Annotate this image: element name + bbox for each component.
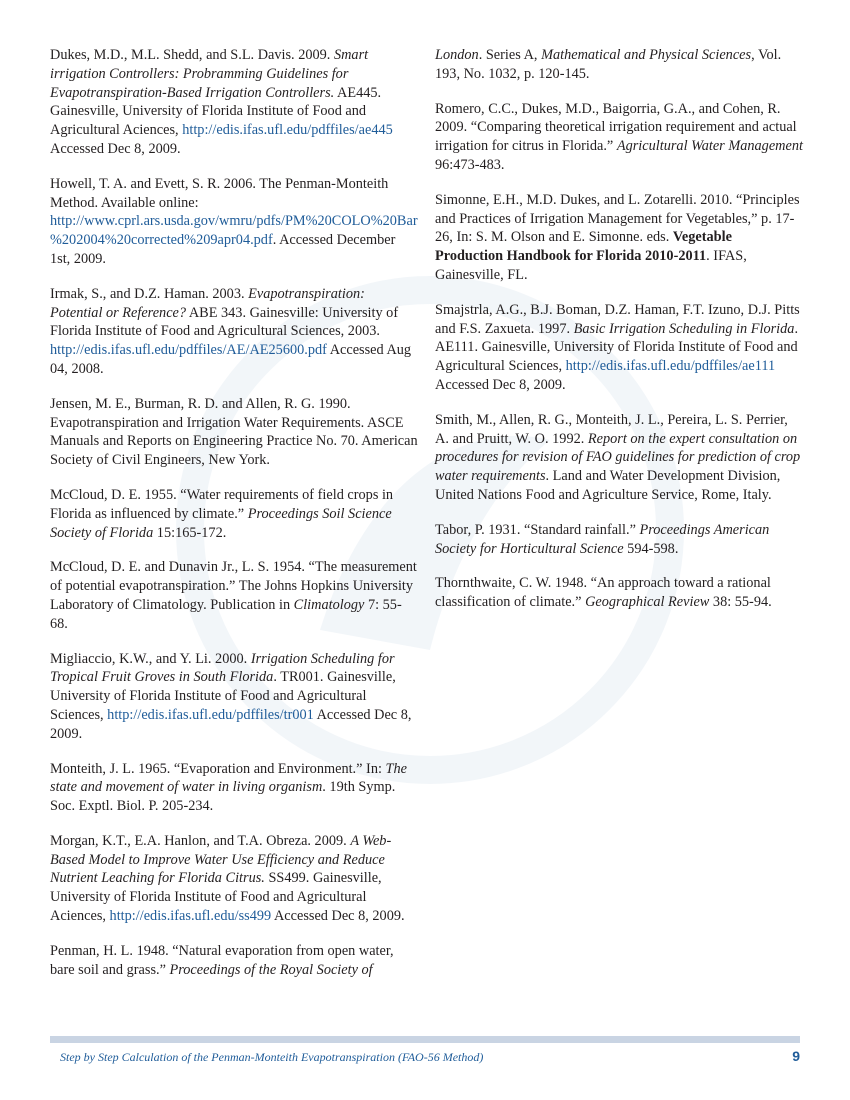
reference-italic-text: A Web-Based Model to Improve Water Use Efficiency and Reduce Nutrient Leaching for Florida Citrus. [50,832,392,887]
reference-italic-text: Proceedings American Society for Horticultural Science [435,521,770,557]
reference-text: Accessed Dec 8, 2009. [271,908,405,925]
reference-text: 96:473-483. [435,156,505,173]
reference-text: , Vol. 193, No. 1032, p. 120-145. [435,47,782,82]
page-number: 9 [792,1048,800,1064]
reference-text: . Land and Water Development Division, United Nations Food and Agriculture Service, Rome, Italy. [435,468,781,503]
reference-text: . 19th Symp. Soc. Exptl. Biol. P. 205-234. [50,779,396,815]
reference-text: Penman, H. L. 1948. “Natural evaporation from open water, bare soil and grass.” [50,942,394,978]
reference-text: 15:165-172. [153,524,227,541]
reference-entry [50,285,418,379]
reference-text: Smajstrla, A.G., B.J. Boman, D.Z. Haman, F.T. Izuno, D.J. Pitts and F.S. Zaxueta. 1997. [435,301,800,337]
reference-text: . Series A, [478,47,542,63]
reference-italic-text: Smart irrigation Controllers: Probramming Guidelines for Evapotranspiration-Based Irrigation Controllers. [50,47,369,101]
reference-text: Howell, T. A. and Evett, S. R. 2006. The Penman-Monteith Method. Available online: [50,175,389,211]
reference-text: Tabor, P. 1931. “Standard rainfall.” [435,521,640,538]
reference-text: Jensen, M. E., Burman, R. D. and Allen, R. G. 1990. Evapotranspiration and Irrigation Water Requirements. ASCE Manuals and Reports on Engineering Practice No. 70. American Society of Civil Engineers, New York. [50,395,418,469]
reference-text: Accessed Dec 8, 2009. [50,140,181,157]
reference-entry [50,558,418,633]
reference-italic-text: Agricultural Water Management [616,138,803,155]
reference-link[interactable]: http://edis.ifas.ufl.edu/pdffiles/AE/AE25600.pdf [50,342,327,359]
reference-entry [50,486,418,542]
reference-italic-text: Climatology [293,596,365,613]
reference-bold-text: Vegetable Production Handbook for Florida 2010-2011 [435,229,732,265]
reference-text: Migliaccio, K.W., and Y. Li. 2000. [50,650,251,667]
reference-text: . Accessed December 1st, 2009. [50,232,396,267]
reference-text: Thornthwaite, C. W. 1948. “An approach toward a rational classification of climate.” [435,575,771,611]
reference-link[interactable]: http://edis.ifas.ufl.edu/ss499 [109,908,272,925]
reference-link[interactable]: http://edis.ifas.ufl.edu/pdffiles/tr001 [107,706,314,723]
reference-italic-text: London [435,47,479,63]
reference-entry [435,574,803,612]
reference-link[interactable]: http://edis.ifas.ufl.edu/pdffiles/ae111 [565,358,776,375]
reference-text: McCloud, D. E. 1955. “Water requirements of field crops in Florida as influenced by climate.” [50,486,394,522]
reference-text: 594-598. [623,540,679,557]
reference-text: Accessed Dec 8, 2009. [435,376,566,393]
reference-entry [50,175,418,269]
reference-italic-text: Report on the expert consultation on procedures for revision of FAO guidelines for prediction of crop water requirements [435,430,801,485]
reference-text: Irmak, S., and D.Z. Haman. 2003. [50,285,249,302]
references-left-column [50,46,418,995]
reference-text: . IFAS, Gainesville, FL. [435,248,747,283]
footer-rule [50,1036,800,1043]
reference-entry [435,191,803,285]
reference-link[interactable]: http://edis.ifas.ufl.edu/pdffiles/ae445 [182,122,393,139]
reference-entry [435,100,803,175]
references-right-column [435,46,803,628]
reference-italic-text: Mathematical and Physical Sciences [541,47,752,63]
reference-text: Smith, M., Allen, R. G., Monteith, J. L., Pereira, L. S. Perrier, A. and Pruitt, W. O. 1992. [435,411,788,447]
reference-text: AE445. Gainesville, University of Florida Institute of Food and Agricultural Aciences, [50,84,382,139]
reference-text: Morgan, K.T., E.A. Hanlon, and T.A. Obreza. 2009. [50,832,351,849]
reference-text: Simonne, E.H., M.D. Dukes, and L. Zotarelli. 2010. “Principles and Practices of Irrigation Management for Vegetables,” p. 17-26, In: S. M. Olson and E. Simonne. eds. [435,191,800,246]
reference-italic-text: Proceedings Soil Science Society of Florida [50,505,392,541]
reference-text: McCloud, D. E. and Dunavin Jr., L. S. 1954. “The measurement of potential evapotranspiration.” The Johns Hopkins University Laboratory of Climatology. Publication in [50,559,417,613]
footer-title: Step by Step Calculation of the Penman-Monteith Evapotranspiration (FAO-56 Method) [60,1050,484,1064]
reference-entry [435,521,803,559]
reference-entry [50,760,418,816]
reference-entry [50,46,418,159]
reference-link[interactable]: http://www.cprl.ars.usda.gov/wmru/pdfs/PM%20COLO%20Bar%202004%20corrected%209apr04.pdf [50,213,418,249]
reference-text: 38: 55-94. [709,594,772,611]
reference-entry [50,832,418,926]
reference-text: 7: 55-68. [50,596,402,632]
reference-text: ABE 343. Gainesville: University of Florida Institute of Food and Agricultural Sciences, 2003. [50,304,399,340]
reference-text: . AE111. Gainesville, University of Florida Institute of Food and Agricultural Sciences, [435,320,799,375]
reference-text: . TR001. Gainesville, University of Florida Institute of Food and Agricultural Sciences, [50,669,396,723]
reference-entry [435,301,803,395]
reference-entry [435,411,803,505]
reference-entry [50,395,418,470]
reference-italic-text: Basic Irrigation Scheduling in Florida [573,320,795,337]
reference-entry [435,46,803,84]
reference-entry [50,650,418,744]
reference-italic-text: The state and movement of water in living organism [50,760,407,796]
reference-text: Accessed Aug 04, 2008. [50,342,412,377]
reference-text: Monteith, J. L. 1965. “Evaporation and Environment.” In: [50,760,386,777]
reference-text: Dukes, M.D., M.L. Shedd, and S.L. Davis. 2009. [50,47,334,63]
reference-entry [50,942,418,980]
reference-text: Accessed Dec 8, 2009. [50,706,412,742]
reference-italic-text: Irrigation Scheduling for Tropical Fruit Groves in South Florida [50,650,395,686]
reference-text: Romero, C.C., Dukes, M.D., Baigorria, G.A., and Cohen, R. 2009. “Comparing theoretical irrigation requirement and actual irrigation for citrus in Florida.” [435,100,797,155]
reference-text: SS499. Gainesville, University of Florida Institute of Food and Agricultural Aciences, [50,870,382,925]
reference-italic-text: Geographical Review [585,594,710,611]
reference-italic-text: Evapotranspiration: Potential or Reference? [50,285,365,321]
reference-italic-text: Proceedings of the Royal Society of [169,961,373,978]
